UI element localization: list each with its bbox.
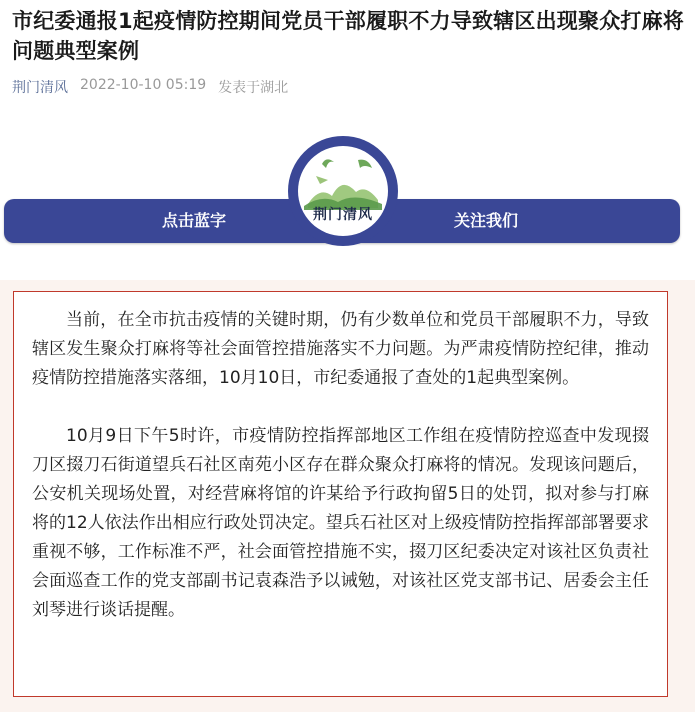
account-logo[interactable] — [288, 136, 398, 246]
follow-us-label: 关注我们 — [454, 211, 519, 230]
publish-location: 发表于湖北 — [218, 80, 289, 96]
article-paragraph-2: 10月9日下午5时许，市疫情防控指挥部地区工作组在疫情防控巡查中发现掇刀区掇刀石街道望兵石社区南苑小区存在群众聚众打麻将的情况。发现该问题后，公安机关现场处置，对经营麻将馆的许某给予行政拘留5日的处罚，拟对参与打麻将的12人依法作出相应行政处罚决定。望兵石社区对上级疫情防控指挥部部署要求重视不够，工作标准不严，社会面管控措施不实，掇刀区纪委决定对该社区负责社会面巡查工作的党支部副书记袁森浩予以诫勉，对该社区党支部书记、居委会主任刘琴进行谈话提醒。 — [32, 426, 649, 620]
account-name-link[interactable]: 荆门清风 — [12, 80, 68, 96]
article-content-box — [13, 291, 668, 697]
article-title: 市纪委通报1起疫情防控期间党员干部履职不力导致辖区出现聚众打麻将问题典型案例 — [12, 9, 685, 63]
click-blue-text-label: 点击蓝字 — [162, 211, 227, 230]
publish-time: 2022-10-10 05:19 — [80, 77, 207, 93]
article-paragraph-1: 当前，在全市抗击疫情的关键时期，仍有少数单位和党员干部履职不力，导致辖区发生聚众打麻将等社会面管控措施落实不力问题。为严肃疫情防控纪律，推动疫情防控措施落实落细，10月10日，市纪委通报了查处的1起典型案例。 — [32, 310, 649, 388]
logo-image — [298, 146, 388, 236]
logo-calligraphy: 荆门清风 — [313, 207, 373, 223]
article-meta — [12, 77, 288, 97]
